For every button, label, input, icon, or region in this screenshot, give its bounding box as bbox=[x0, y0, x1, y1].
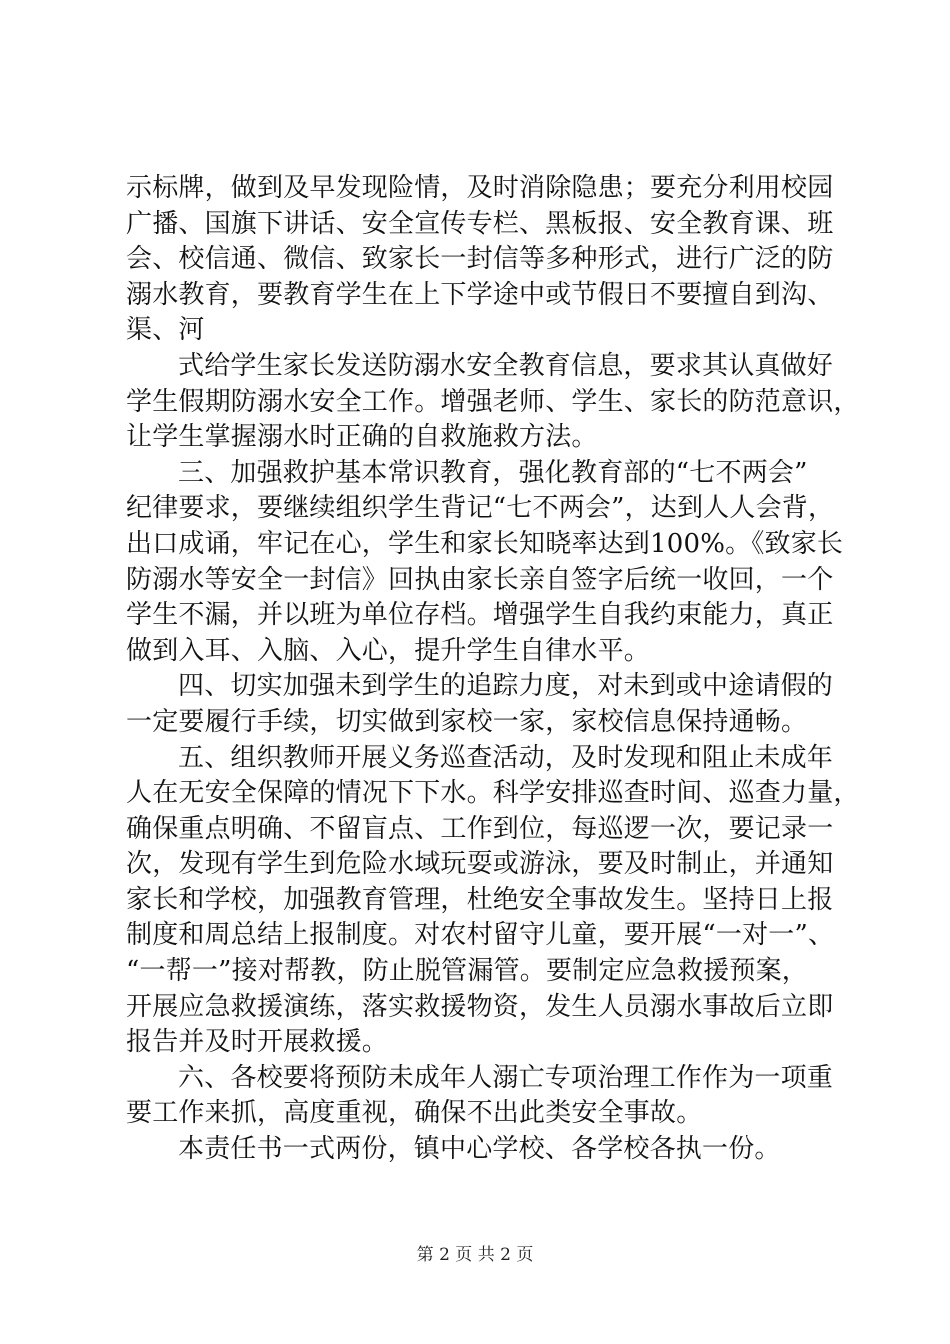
text-line: 六、各校要将预防未成年人溺亡专项治理工作作为一项重 bbox=[178, 1062, 834, 1093]
text-line: 三、加强救护基本常识教育，强化教育部的“七不两会” bbox=[178, 457, 808, 488]
text-line: 纪律要求，要继续组织学生背记“七不两会”，达到人人会背， bbox=[126, 493, 835, 524]
text-line: 要工作来抓，高度重视，确保不出此类安全事故。 bbox=[126, 1098, 703, 1129]
text-line: 人在无安全保障的情况下下水。科学安排巡查时间、巡查力量， bbox=[126, 778, 860, 809]
text-line: “一帮一”接对帮教，防止脱管漏管。要制定应急救援预案， bbox=[126, 956, 808, 987]
text-line: 次，发现有学生到危险水域玩耍或游泳，要及时制止，并通知 bbox=[126, 849, 834, 880]
document-body bbox=[126, 171, 860, 1168]
text-line: 广播、国旗下讲话、安全宣传专栏、黑板报、安全教育课、班 bbox=[126, 208, 834, 239]
page-footer bbox=[0, 1244, 950, 1266]
page-number: 第 2 页 共 2 页 bbox=[416, 1245, 534, 1265]
text-line: 做到入耳、入脑、入心，提升学生自律水平。 bbox=[126, 635, 651, 666]
text-line: 制度和周总结上报制度。对农村留守儿童，要开展“一对一”、 bbox=[126, 920, 835, 951]
text-line: 会、校信通、微信、致家长一封信等多种形式，进行广泛的防 bbox=[126, 244, 834, 275]
text-line: 报告并及时开展救援。 bbox=[126, 1027, 389, 1058]
text-line: 防溺水等安全一封信》回执由家长亲自签字后统一收回，一个 bbox=[126, 564, 834, 595]
text-line: 学生不漏，并以班为单位存档。增强学生自我约束能力，真正 bbox=[126, 600, 834, 631]
text-line: 示标牌，做到及早发现险情，及时消除隐患；要充分利用校园 bbox=[126, 173, 834, 203]
text-line: 学生假期防溺水安全工作。增强老师、学生、家长的防范意识， bbox=[126, 386, 860, 417]
text-line: 式给学生家长发送防溺水安全教育信息，要求其认真做好 bbox=[178, 350, 834, 381]
text-line: 五、组织教师开展义务巡查活动，及时发现和阻止未成年 bbox=[178, 742, 834, 773]
text-line: 本责任书一式两份，镇中心学校、各学校各执一份。 bbox=[178, 1134, 781, 1165]
text-line: 确保重点明确、不留盲点、工作到位，每巡逻一次，要记录一 bbox=[126, 813, 834, 844]
text-line: 四、切实加强未到学生的追踪力度，对未到或中途请假的 bbox=[178, 671, 834, 702]
text-line: 家长和学校，加强教育管理，杜绝安全事故发生。坚持日上报 bbox=[126, 884, 834, 915]
text-line: 一定要履行手续，切实做到家校一家，家校信息保持通畅。 bbox=[126, 706, 808, 737]
text-line: 出口成诵，牢记在心，学生和家长知晓率达到100%。《致家长 bbox=[126, 528, 844, 559]
text-line: 开展应急救援演练，落实救援物资，发生人员溺水事故后立即 bbox=[126, 991, 834, 1022]
text-line: 溺水教育，要教育学生在上下学途中或节假日不要擅自到沟、 bbox=[126, 279, 834, 310]
text-line: 渠、河 bbox=[126, 315, 205, 346]
text-line: 让学生掌握溺水时正确的自救施救方法。 bbox=[126, 422, 598, 453]
